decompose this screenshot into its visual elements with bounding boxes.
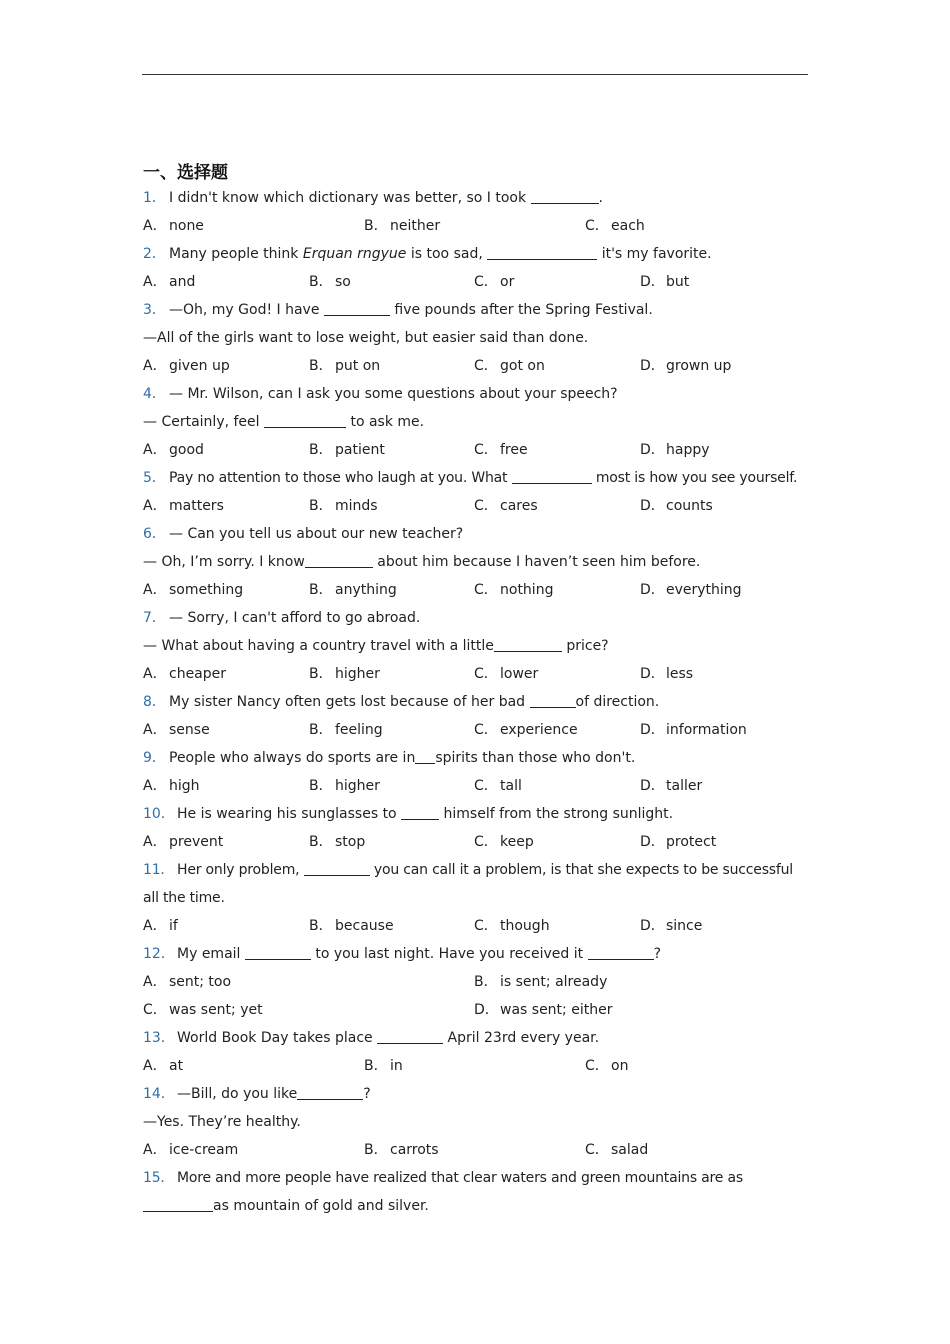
options-13 xyxy=(143,1052,809,1080)
option-b[interactable]: B． higher xyxy=(309,778,380,794)
options-12-row-1 xyxy=(143,968,809,996)
question-text: about him because I haven’t seen him before. xyxy=(372,554,701,570)
option-b[interactable]: B． carrots xyxy=(364,1142,439,1158)
option-a[interactable]: A． none xyxy=(143,218,204,234)
question-number: 2． xyxy=(143,246,166,262)
option-b[interactable]: B． anything xyxy=(309,582,397,598)
question-title-italic: Erquan rngyue xyxy=(302,246,407,262)
option-c[interactable]: C． was sent; yet xyxy=(143,1002,263,1018)
question-text: as mountain of gold and silver. xyxy=(213,1198,429,1214)
option-c[interactable]: C． though xyxy=(474,918,550,934)
option-d[interactable]: D．grown up xyxy=(640,358,732,374)
answer-blank[interactable] xyxy=(530,693,576,708)
option-a[interactable]: A． prevent xyxy=(143,834,224,850)
option-a[interactable]: A． cheaper xyxy=(143,666,227,682)
option-b[interactable]: B． put on xyxy=(309,358,381,374)
question-number: 13． xyxy=(143,1030,175,1046)
option-b[interactable]: B． so xyxy=(309,274,351,290)
option-a[interactable]: A． matters xyxy=(143,498,224,514)
question-text: himself from the strong sunlight. xyxy=(439,806,674,822)
option-b[interactable]: B． neither xyxy=(364,218,441,234)
option-a[interactable]: A． at xyxy=(143,1058,184,1074)
question-number: 11． xyxy=(143,862,175,878)
question-number: 4． xyxy=(143,386,166,402)
question-text: . xyxy=(598,190,603,206)
question-15-line-2 xyxy=(143,1192,809,1220)
option-a[interactable]: A． sense xyxy=(143,722,210,738)
question-text: is too sad, xyxy=(406,246,488,262)
question-text: you can call it a problem, is that she expects to be successful all the time. xyxy=(143,862,793,906)
question-text: — What about having a country travel with a little xyxy=(143,638,494,654)
option-d[interactable]: D．since xyxy=(640,918,703,934)
question-10 xyxy=(143,800,809,828)
question-text: My email xyxy=(177,946,245,962)
option-a[interactable]: A． if xyxy=(143,918,178,934)
question-text: Pay no attention to those who laugh at you. What xyxy=(169,470,512,486)
option-a[interactable]: A． sent; too xyxy=(143,974,232,990)
answer-blank[interactable] xyxy=(377,1029,443,1044)
answer-blank[interactable] xyxy=(245,945,311,960)
question-4 xyxy=(143,380,809,408)
question-text: April 23rd every year. xyxy=(443,1030,600,1046)
option-b[interactable]: B． in xyxy=(364,1058,403,1074)
option-c[interactable]: C． free xyxy=(474,442,528,458)
option-b[interactable]: B． stop xyxy=(309,834,366,850)
question-text: ? xyxy=(363,1086,371,1102)
option-c[interactable]: C． experience xyxy=(474,722,578,738)
option-b[interactable]: B． is sent; already xyxy=(474,974,608,990)
question-number: 3． xyxy=(143,302,166,318)
option-d[interactable]: D．protect xyxy=(640,834,717,850)
option-c[interactable]: C． keep xyxy=(474,834,534,850)
option-d[interactable]: D．but xyxy=(640,274,690,290)
question-14 xyxy=(143,1080,809,1108)
option-b[interactable]: B． feeling xyxy=(309,722,383,738)
question-11 xyxy=(143,856,809,912)
question-text: —Yes. They’re healthy. xyxy=(143,1114,301,1130)
question-text: Many people think xyxy=(169,246,303,262)
question-text: — Certainly, feel xyxy=(143,414,264,430)
answer-blank[interactable] xyxy=(494,637,562,652)
answer-blank[interactable] xyxy=(304,861,370,876)
section-title: 一、选择题 xyxy=(143,163,228,183)
options-5 xyxy=(143,492,809,520)
option-b[interactable]: B． because xyxy=(309,918,394,934)
option-c[interactable]: C． got on xyxy=(474,358,545,374)
question-text: —All of the girls want to lose weight, but easier said than done. xyxy=(143,330,589,346)
option-d[interactable]: D．information xyxy=(640,722,747,738)
option-d[interactable]: D．less xyxy=(640,666,694,682)
option-b[interactable]: B． higher xyxy=(309,666,380,682)
option-d[interactable]: D．happy xyxy=(640,442,710,458)
question-text: five pounds after the Spring Festival. xyxy=(389,302,653,318)
question-3-line-2 xyxy=(143,324,809,352)
answer-blank[interactable] xyxy=(305,553,373,568)
question-text: More and more people have realized that clear waters and green mountains are as xyxy=(177,1170,743,1186)
option-a[interactable]: A． high xyxy=(143,778,200,794)
question-text: of direction. xyxy=(575,694,660,710)
option-a[interactable]: A． something xyxy=(143,582,244,598)
options-11 xyxy=(143,912,809,940)
question-list xyxy=(143,184,809,1220)
question-text: — Sorry, I can't afford to go abroad. xyxy=(169,610,421,626)
question-text: to you last night. Have you received it xyxy=(310,946,588,962)
question-1 xyxy=(143,184,809,212)
question-text: it's my favorite. xyxy=(597,246,712,262)
option-c[interactable]: C． or xyxy=(474,274,515,290)
options-7 xyxy=(143,660,809,688)
answer-blank[interactable] xyxy=(487,245,597,260)
option-d[interactable]: D．counts xyxy=(640,498,713,514)
question-4-line-2 xyxy=(143,408,809,436)
question-number: 5． xyxy=(143,470,166,486)
question-text: most is how you see yourself. xyxy=(591,470,798,486)
option-c[interactable]: C． salad xyxy=(585,1142,649,1158)
question-7-line-2 xyxy=(143,632,809,660)
question-text: spirits than those who don't. xyxy=(435,750,636,766)
question-6 xyxy=(143,520,809,548)
question-14-line-2 xyxy=(143,1108,809,1136)
option-a[interactable]: A． ice-cream xyxy=(143,1142,239,1158)
options-6 xyxy=(143,576,809,604)
option-a[interactable]: A． given up xyxy=(143,358,230,374)
question-number: 6． xyxy=(143,526,166,542)
answer-blank[interactable] xyxy=(297,1085,363,1100)
question-text: — Mr. Wilson, can I ask you some questions about your speech? xyxy=(169,386,618,402)
question-13 xyxy=(143,1024,809,1052)
answer-blank[interactable] xyxy=(588,945,654,960)
answer-blank[interactable] xyxy=(324,301,390,316)
options-1 xyxy=(143,212,809,240)
question-text: People who always do sports are in xyxy=(169,750,416,766)
question-text: —Bill, do you like xyxy=(177,1086,298,1102)
question-5 xyxy=(143,464,809,492)
option-c[interactable]: C． each xyxy=(585,218,645,234)
answer-blank[interactable] xyxy=(143,1197,213,1212)
header-rule xyxy=(142,74,808,75)
options-9 xyxy=(143,772,809,800)
question-number: 10． xyxy=(143,806,175,822)
answer-blank[interactable] xyxy=(512,469,592,484)
question-text: ? xyxy=(653,946,662,962)
question-number: 8． xyxy=(143,694,166,710)
question-number: 12． xyxy=(143,946,175,962)
question-text: World Book Day takes place xyxy=(177,1030,378,1046)
question-number: 7． xyxy=(143,610,166,626)
options-4 xyxy=(143,436,809,464)
option-c[interactable]: C． tall xyxy=(474,778,522,794)
option-c[interactable]: C． cares xyxy=(474,498,538,514)
option-b[interactable]: B． minds xyxy=(309,498,378,514)
question-text: I didn't know which dictionary was better, so I took xyxy=(169,190,531,206)
question-text: to ask me. xyxy=(346,414,425,430)
option-c[interactable]: C． on xyxy=(585,1058,629,1074)
options-10 xyxy=(143,828,809,856)
question-number: 15． xyxy=(143,1170,175,1186)
answer-blank[interactable] xyxy=(531,189,599,204)
option-c[interactable]: C． nothing xyxy=(474,582,554,598)
question-9 xyxy=(143,744,809,772)
options-12-row-2 xyxy=(143,996,809,1024)
option-a[interactable]: A． good xyxy=(143,442,204,458)
question-number: 14． xyxy=(143,1086,175,1102)
answer-blank[interactable] xyxy=(401,805,439,820)
question-text: — Oh, I’m sorry. I know xyxy=(143,554,305,570)
answer-blank[interactable] xyxy=(264,413,346,428)
options-8 xyxy=(143,716,809,744)
question-8 xyxy=(143,688,809,716)
answer-blank[interactable] xyxy=(415,749,435,764)
question-7 xyxy=(143,604,809,632)
question-number: 9． xyxy=(143,750,166,766)
option-b[interactable]: B． patient xyxy=(309,442,385,458)
question-3 xyxy=(143,296,809,324)
question-text: — Can you tell us about our new teacher? xyxy=(169,526,464,542)
options-2 xyxy=(143,268,809,296)
question-number: 1． xyxy=(143,190,166,206)
question-text: He is wearing his sunglasses to xyxy=(177,806,402,822)
option-d[interactable]: D．everything xyxy=(640,582,742,598)
option-c[interactable]: C． lower xyxy=(474,666,539,682)
question-6-line-2 xyxy=(143,548,809,576)
question-text: Her only problem, xyxy=(177,862,304,878)
option-a[interactable]: A． and xyxy=(143,274,196,290)
options-14 xyxy=(143,1136,809,1164)
option-d[interactable]: D．taller xyxy=(640,778,703,794)
question-15 xyxy=(143,1164,809,1192)
option-d[interactable]: D．was sent; either xyxy=(474,1002,613,1018)
question-text: My sister Nancy often gets lost because of her bad xyxy=(169,694,530,710)
question-2 xyxy=(143,240,809,268)
options-3 xyxy=(143,352,809,380)
question-text: price? xyxy=(561,638,609,654)
question-12 xyxy=(143,940,809,968)
question-text: —Oh, my God! I have xyxy=(169,302,324,318)
